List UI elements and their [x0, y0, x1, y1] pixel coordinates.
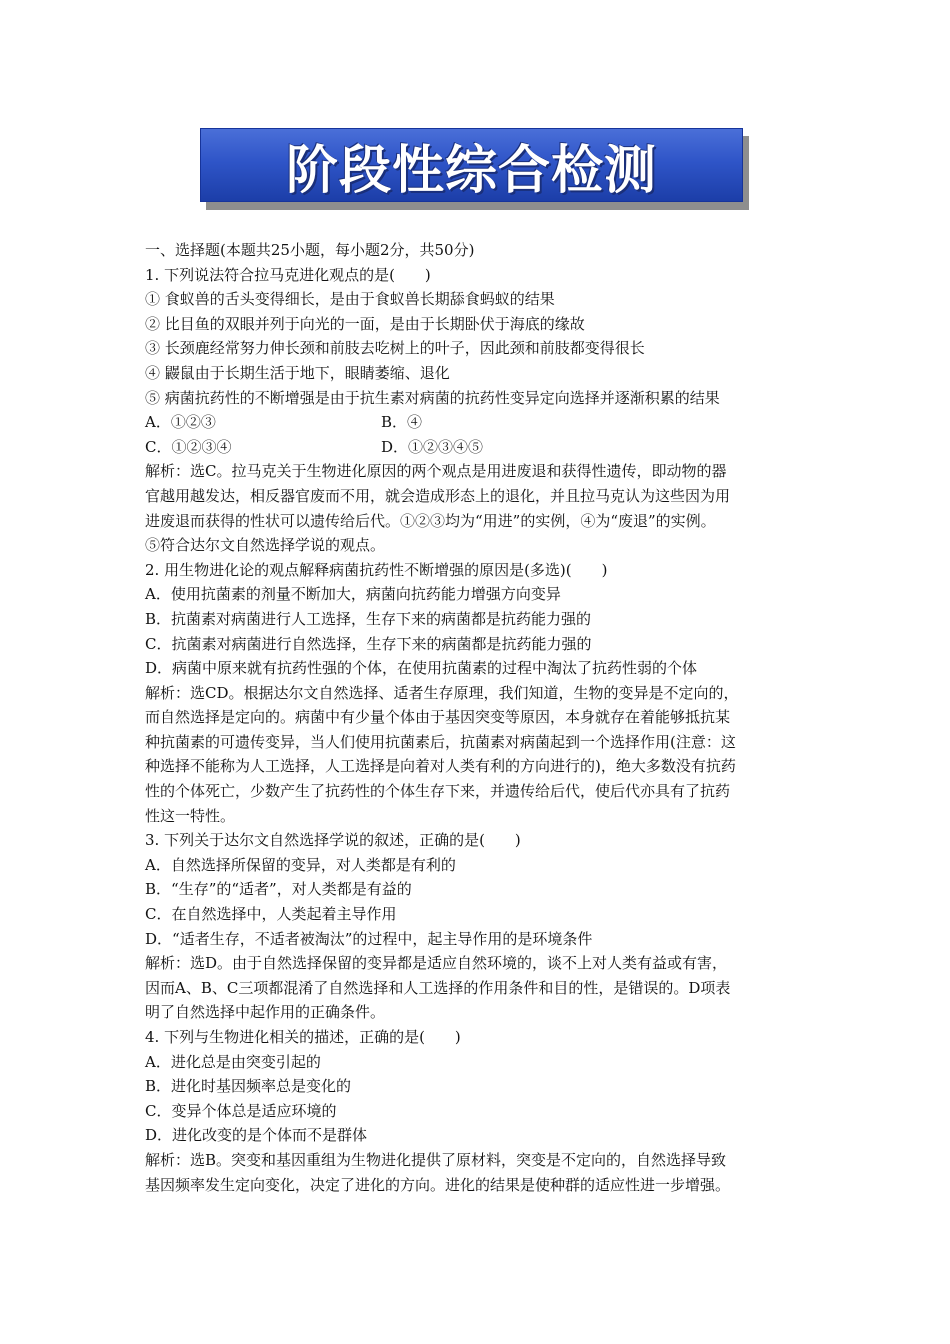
q1-analysis-line: 解析：选C。拉马克关于生物进化原因的两个观点是用进废退和获得性遗传，即动物的器 [145, 462, 727, 481]
q2-analysis-line: 种选择不能称为人工选择，人工选择是向着对人类有利的方向进行的)，绝大多数没有抗药 [145, 757, 736, 776]
q1-item: ⑤ 病菌抗药性的不断增强是由于抗生素对病菌的抗药性变异定向选择并逐渐积累的结果 [145, 388, 720, 407]
q3-option-d: D．“适者生存，不适者被淘汰”的过程中，起主导作用的是环境条件 [145, 929, 593, 948]
q2-analysis-line: 而自然选择是定向的。病菌中有少量个体由于基因突变等原因，本身就存在着能够抵抗某 [145, 708, 731, 727]
q1-item: ② 比目鱼的双眼并列于向光的一面，是由于长期卧伏于海底的缘故 [145, 314, 585, 333]
q1-item: ④ 鼹鼠由于长期生活于地下，眼睛萎缩、退化 [145, 363, 450, 382]
q2-option-b: B．抗菌素对病菌进行人工选择，生存下来的病菌都是抗药能力强的 [145, 609, 592, 628]
q3-analysis-line: 解析：选D。由于自然选择保留的变异都是适应自然环境的，谈不上对人类有益或有害， [145, 954, 728, 973]
q4-analysis-line: 基因频率发生定向变化，决定了进化的方向。进化的结果是使种群的适应性进一步增强。 [145, 1175, 731, 1194]
q1-analysis-line: 进废退而获得的性状可以遗传给后代。①②③均为“用进”的实例，④为“废退”的实例。 [145, 511, 716, 530]
q3-option-c: C．在自然选择中，人类起着主导作用 [145, 905, 397, 924]
q1-stem: 1. 下列说法符合拉马克进化观点的是( ) [145, 265, 431, 284]
q4-option-c: C．变异个体总是适应环境的 [145, 1101, 337, 1120]
q1-option-c: C．①②③④ [145, 437, 232, 456]
q1-item: ③ 长颈鹿经常努力伸长颈和前肢去吃树上的叶子，因此颈和前肢都变得很长 [145, 339, 645, 358]
q2-analysis-line: 性这一特性。 [145, 806, 236, 825]
title-banner-box [200, 128, 743, 202]
q2-option-d: D．病菌中原来就有抗药性强的个体，在使用抗菌素的过程中淘汰了抗药性弱的个体 [145, 659, 698, 678]
q1-analysis-line: 官越用越发达，相反器官废而不用，就会造成形态上的退化，并且拉马克认为这些因为用 [145, 486, 731, 505]
q3-analysis-line: 因而A、B、C三项都混淆了自然选择和人工选择的作用条件和目的性，是错误的。D项表 [145, 978, 731, 997]
q4-option-d: D．进化改变的是个体而不是群体 [145, 1126, 368, 1145]
q4-stem: 4. 下列与生物进化相关的描述，正确的是( ) [145, 1028, 461, 1046]
q1-item: ① 食蚁兽的舌头变得细长，是由于食蚁兽长期舔食蚂蚁的结果 [145, 290, 555, 309]
q3-option-b: B．“生存”的“适者”，对人类都是有益的 [145, 880, 412, 899]
page-title: 阶段性综合检测 [285, 140, 657, 201]
q1-option-a: A．①②③ [145, 413, 216, 432]
q4-option-b: B．进化时基因频率总是变化的 [145, 1077, 352, 1096]
q4-analysis-line: 解析：选B。突变和基因重组为生物进化提供了原材料，突变是不定向的，自然选择导致 [145, 1150, 727, 1169]
document-body [145, 238, 815, 1197]
q2-analysis-line: 性的个体死亡，少数产生了抗药性的个体生存下来，并遗传给后代，使后代亦具有了抗药 [145, 782, 731, 801]
q1-option-d: D．①②③④⑤ [381, 437, 484, 456]
q2-analysis-line: 解析：选CD。根据达尔文自然选择、适者生存原理，我们知道，生物的变异是不定向的， [145, 683, 739, 702]
q3-option-a: A．自然选择所保留的变异，对人类都是有利的 [145, 855, 456, 874]
q2-option-a: A．使用抗菌素的剂量不断加大，病菌向抗药能力增强方向变异 [145, 585, 561, 604]
q3-stem: 3. 下列关于达尔文自然选择学说的叙述，正确的是( ) [145, 831, 521, 850]
title-banner [200, 128, 749, 210]
q2-analysis-line: 种抗菌素的可遗传变异，当人们使用抗菌素后，抗菌素对病菌起到一个选择作用(注意：这 [145, 732, 736, 751]
q2-stem: 2. 用生物进化论的观点解释病菌抗药性不断增强的原因是(多选)( ) [145, 560, 608, 579]
q1-analysis-line: ⑤符合达尔文自然选择学说的观点。 [145, 536, 386, 555]
section-heading: 一、选择题(本题共25小题，每小题2分，共50分) [145, 241, 475, 259]
q1-options-row-2 [145, 435, 815, 460]
q4-option-a: A．进化总是由突变引起的 [145, 1052, 321, 1071]
q1-option-b: B．④ [381, 413, 423, 432]
q3-analysis-line: 明了自然选择中起作用的正确条件。 [145, 1003, 386, 1022]
q1-options-row-1 [145, 410, 815, 435]
q2-option-c: C．抗菌素对病菌进行自然选择，生存下来的病菌都是抗药能力强的 [145, 634, 592, 653]
